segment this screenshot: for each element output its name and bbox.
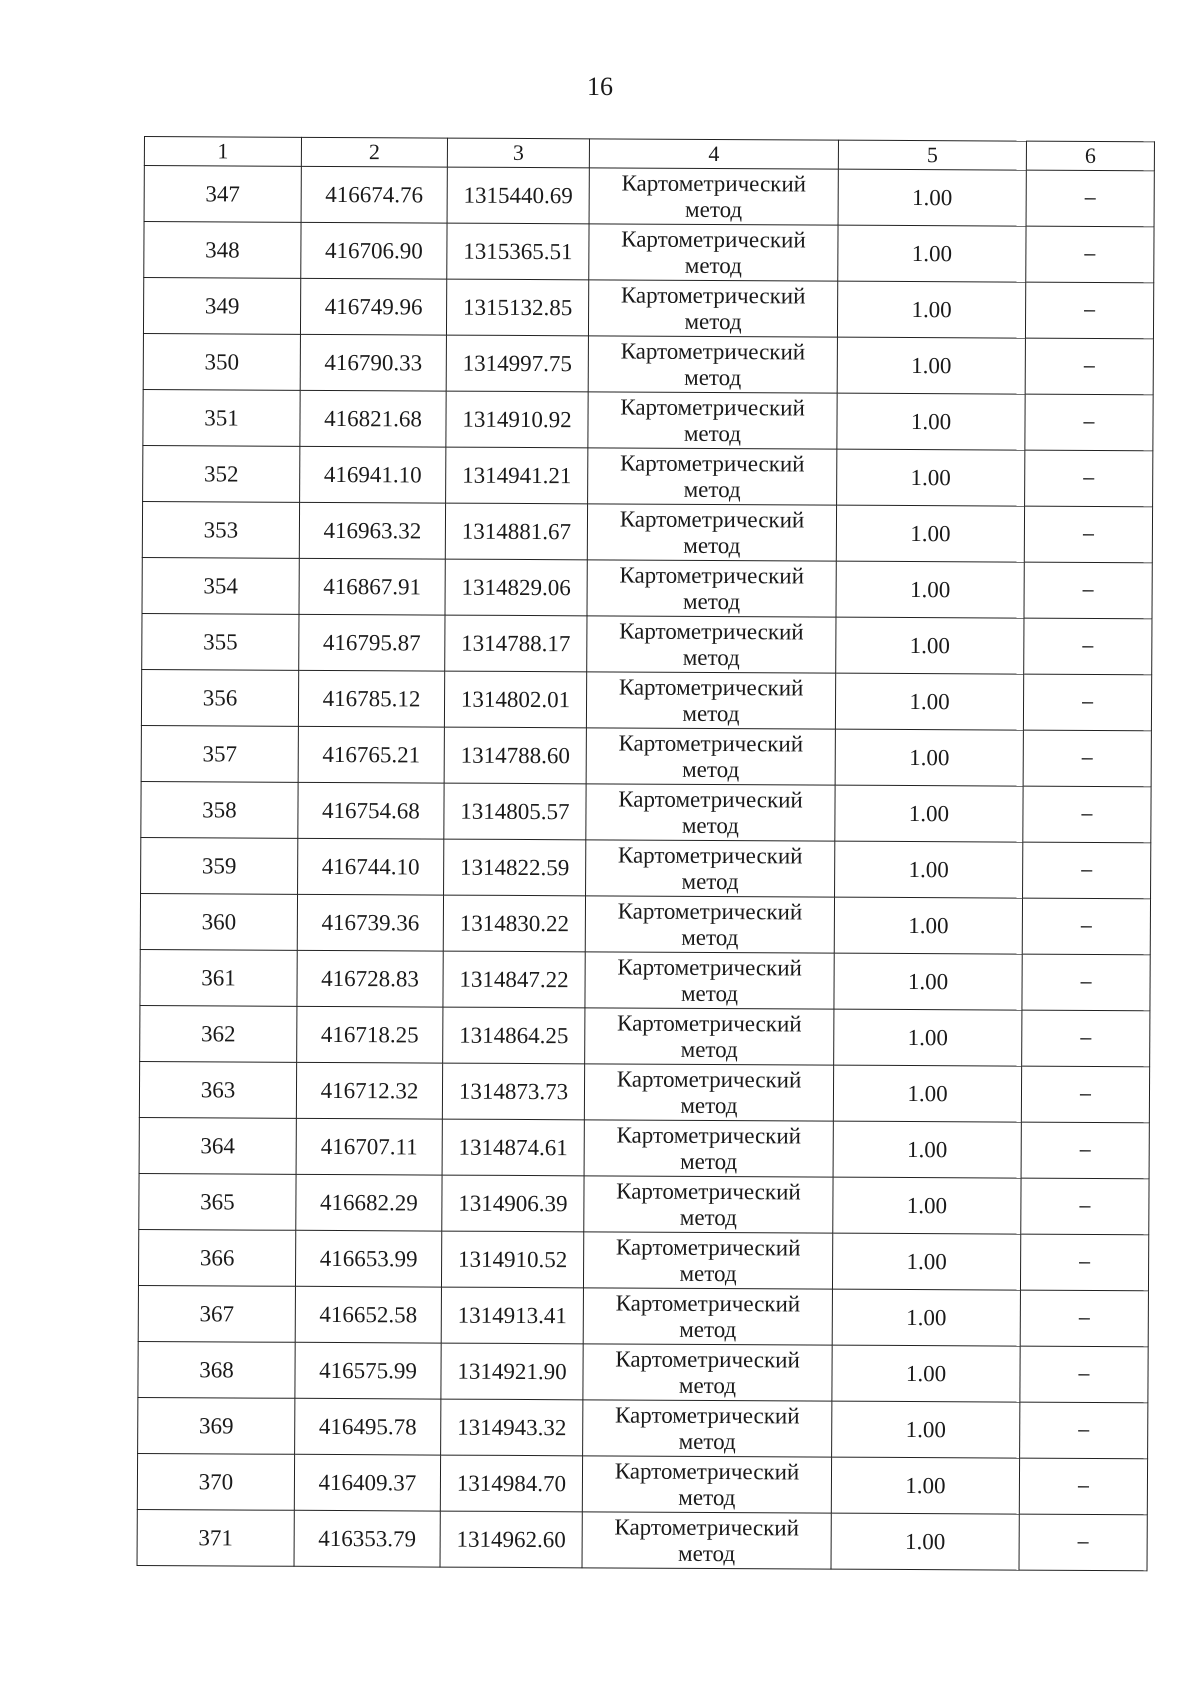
method-cell bbox=[584, 1120, 833, 1177]
x-coordinate-cell: 416682.29 bbox=[296, 1174, 442, 1231]
method-line-2: метод bbox=[681, 924, 739, 950]
note-cell: – bbox=[1025, 338, 1153, 395]
x-coordinate-cell: 416821.68 bbox=[300, 390, 446, 447]
point-number-cell: 367 bbox=[138, 1285, 295, 1342]
note-cell: – bbox=[1020, 1346, 1148, 1403]
method-line-2: метод bbox=[680, 1092, 738, 1118]
x-coordinate-cell: 416652.58 bbox=[295, 1286, 441, 1343]
table-row bbox=[139, 1173, 1149, 1234]
method-line-1: Картометрический bbox=[619, 617, 804, 644]
point-number-cell: 352 bbox=[143, 445, 300, 502]
x-coordinate-cell: 416765.21 bbox=[298, 726, 444, 783]
y-coordinate-cell: 1314829.06 bbox=[445, 559, 587, 616]
method-line-2: метод bbox=[679, 1204, 737, 1230]
y-coordinate-cell: 1314864.25 bbox=[443, 1007, 585, 1064]
method-line-2: метод bbox=[680, 1148, 738, 1174]
method-cell bbox=[584, 1064, 833, 1121]
accuracy-cell: 1.00 bbox=[834, 1009, 1022, 1066]
method-cell bbox=[588, 448, 837, 505]
table-row bbox=[141, 669, 1151, 730]
coordinates-table bbox=[137, 136, 1155, 1571]
table-row bbox=[140, 893, 1150, 954]
note-cell: – bbox=[1026, 170, 1154, 227]
accuracy-cell: 1.00 bbox=[836, 505, 1024, 562]
method-line-1: Картометрический bbox=[619, 449, 805, 476]
x-coordinate-cell: 416495.78 bbox=[295, 1398, 441, 1455]
note-cell: – bbox=[1021, 1178, 1149, 1235]
table-row bbox=[141, 781, 1151, 842]
table-row bbox=[142, 613, 1152, 674]
x-coordinate-cell: 416706.90 bbox=[301, 222, 447, 279]
method-line-2: метод bbox=[680, 980, 739, 1006]
table-row bbox=[138, 1285, 1148, 1346]
point-number-cell: 366 bbox=[138, 1229, 295, 1286]
point-number-cell: 357 bbox=[141, 725, 298, 782]
table-row bbox=[138, 1229, 1148, 1290]
method-cell bbox=[588, 280, 837, 337]
method-cell bbox=[585, 952, 834, 1009]
point-number-cell: 361 bbox=[140, 949, 297, 1006]
x-coordinate-cell: 416941.10 bbox=[300, 446, 446, 503]
table-row bbox=[143, 333, 1153, 394]
method-line-2: метод bbox=[683, 476, 741, 502]
method-cell bbox=[586, 672, 835, 729]
y-coordinate-cell: 1314943.32 bbox=[441, 1399, 583, 1456]
point-number-cell: 351 bbox=[143, 389, 300, 446]
note-cell: – bbox=[1023, 842, 1151, 899]
note-cell: – bbox=[1019, 1514, 1147, 1571]
method-line-1: Картометрический bbox=[618, 673, 804, 700]
method-line-1: Картометрический bbox=[617, 897, 803, 924]
note-cell: – bbox=[1021, 1122, 1149, 1179]
note-cell: – bbox=[1022, 1010, 1150, 1067]
table-body bbox=[137, 166, 1154, 1571]
table-row bbox=[143, 278, 1153, 339]
table-row bbox=[138, 1341, 1148, 1402]
y-coordinate-cell: 1314830.22 bbox=[443, 895, 585, 952]
method-line-1: Картометрический bbox=[619, 561, 805, 588]
method-line-2: метод bbox=[678, 1428, 736, 1454]
method-line-2: метод bbox=[684, 308, 742, 334]
method-line-1: Картометрический bbox=[614, 1513, 800, 1540]
accuracy-cell: 1.00 bbox=[832, 1233, 1020, 1290]
method-cell bbox=[583, 1288, 832, 1345]
accuracy-cell: 1.00 bbox=[835, 673, 1023, 730]
method-line-2: метод bbox=[682, 756, 740, 782]
method-line-1: Картометрический bbox=[620, 337, 806, 364]
y-coordinate-cell: 1314881.67 bbox=[445, 503, 587, 560]
table-row bbox=[142, 501, 1152, 562]
y-coordinate-cell: 1314941.21 bbox=[446, 447, 588, 504]
x-coordinate-cell: 416963.32 bbox=[299, 502, 445, 559]
x-coordinate-cell: 416785.12 bbox=[298, 670, 444, 727]
method-cell bbox=[583, 1344, 832, 1401]
table-row bbox=[138, 1397, 1148, 1458]
table-row bbox=[142, 557, 1152, 618]
method-line-2: метод bbox=[679, 1260, 737, 1286]
point-number-cell: 356 bbox=[141, 669, 298, 726]
point-number-cell: 354 bbox=[142, 557, 299, 614]
point-number-cell: 364 bbox=[139, 1117, 296, 1174]
accuracy-cell: 1.00 bbox=[835, 785, 1023, 842]
accuracy-cell: 1.00 bbox=[831, 1457, 1019, 1514]
note-cell: – bbox=[1021, 1066, 1149, 1123]
point-number-cell: 358 bbox=[141, 781, 298, 838]
y-coordinate-cell: 1314788.17 bbox=[445, 615, 587, 672]
note-cell: – bbox=[1026, 226, 1154, 283]
method-line-1: Картометрический bbox=[615, 1345, 800, 1372]
x-coordinate-cell: 416653.99 bbox=[295, 1230, 441, 1287]
note-cell: – bbox=[1025, 394, 1153, 451]
table-row bbox=[143, 445, 1153, 506]
accuracy-cell: 1.00 bbox=[836, 561, 1024, 618]
y-coordinate-cell: 1315132.85 bbox=[446, 279, 588, 336]
note-cell: – bbox=[1023, 730, 1151, 787]
method-line-2: метод bbox=[685, 196, 743, 222]
y-coordinate-cell: 1314802.01 bbox=[444, 671, 586, 728]
note-cell: – bbox=[1020, 1402, 1148, 1459]
accuracy-cell: 1.00 bbox=[837, 281, 1025, 338]
method-cell bbox=[583, 1400, 832, 1457]
method-cell bbox=[586, 840, 835, 897]
method-cell bbox=[587, 616, 836, 673]
table-row bbox=[140, 1005, 1150, 1066]
method-line-2: метод bbox=[682, 700, 740, 726]
y-coordinate-cell: 1314874.61 bbox=[442, 1119, 584, 1176]
method-line-2: метод bbox=[680, 1036, 738, 1062]
x-coordinate-cell: 416749.96 bbox=[300, 278, 446, 335]
point-number-cell: 359 bbox=[141, 837, 298, 894]
x-coordinate-cell: 416718.25 bbox=[297, 1006, 443, 1063]
method-line-1: Картометрический bbox=[615, 1289, 801, 1316]
point-number-cell: 365 bbox=[139, 1173, 296, 1230]
x-coordinate-cell: 416739.36 bbox=[297, 894, 443, 951]
method-line-2: метод bbox=[683, 420, 742, 446]
point-number-cell: 360 bbox=[140, 893, 297, 950]
table-row bbox=[139, 1117, 1149, 1178]
table-row bbox=[141, 725, 1151, 786]
y-coordinate-cell: 1314873.73 bbox=[442, 1063, 584, 1120]
accuracy-cell: 1.00 bbox=[836, 617, 1024, 674]
method-line-2: метод bbox=[678, 1484, 736, 1510]
method-line-2: метод bbox=[677, 1540, 736, 1566]
method-cell bbox=[588, 392, 837, 449]
y-coordinate-cell: 1315440.69 bbox=[447, 167, 589, 224]
x-coordinate-cell: 416795.87 bbox=[299, 614, 445, 671]
method-line-2: метод bbox=[682, 644, 740, 670]
y-coordinate-cell: 1314910.52 bbox=[441, 1231, 583, 1288]
table-row bbox=[143, 389, 1153, 450]
point-number-cell: 347 bbox=[144, 166, 301, 223]
column-header-5: 5 bbox=[838, 140, 1026, 170]
x-coordinate-cell: 416674.76 bbox=[301, 166, 447, 223]
point-number-cell: 350 bbox=[143, 333, 300, 390]
accuracy-cell: 1.00 bbox=[837, 337, 1025, 394]
point-number-cell: 362 bbox=[140, 1005, 297, 1062]
method-line-2: метод bbox=[684, 364, 742, 390]
method-line-1: Картометрический bbox=[616, 1121, 802, 1148]
accuracy-cell: 1.00 bbox=[837, 449, 1025, 506]
point-number-cell: 355 bbox=[142, 613, 299, 670]
point-number-cell: 353 bbox=[142, 501, 299, 558]
accuracy-cell: 1.00 bbox=[832, 1289, 1020, 1346]
accuracy-cell: 1.00 bbox=[832, 1345, 1020, 1402]
note-cell: – bbox=[1022, 954, 1150, 1011]
method-line-1: Картометрический bbox=[614, 1401, 800, 1428]
x-coordinate-cell: 416707.11 bbox=[296, 1118, 442, 1175]
y-coordinate-cell: 1314822.59 bbox=[444, 839, 586, 896]
method-line-1: Картометрический bbox=[620, 281, 806, 308]
y-coordinate-cell: 1314913.41 bbox=[441, 1287, 583, 1344]
accuracy-cell: 1.00 bbox=[834, 953, 1022, 1010]
y-coordinate-cell: 1315365.51 bbox=[447, 223, 589, 280]
y-coordinate-cell: 1314962.60 bbox=[440, 1511, 582, 1568]
method-cell bbox=[584, 1176, 833, 1233]
method-cell bbox=[587, 560, 836, 617]
accuracy-cell: 1.00 bbox=[834, 897, 1022, 954]
note-cell: – bbox=[1025, 282, 1153, 339]
method-cell bbox=[587, 504, 836, 561]
method-line-1: Картометрический bbox=[619, 505, 805, 532]
column-header-1: 1 bbox=[144, 137, 301, 167]
column-header-3: 3 bbox=[447, 138, 589, 168]
method-line-1: Картометрический bbox=[620, 393, 805, 420]
method-cell bbox=[582, 1456, 831, 1513]
point-number-cell: 363 bbox=[139, 1061, 296, 1118]
method-line-1: Картометрический bbox=[616, 1177, 801, 1204]
accuracy-cell: 1.00 bbox=[833, 1121, 1021, 1178]
accuracy-cell: 1.00 bbox=[835, 729, 1023, 786]
x-coordinate-cell: 416353.79 bbox=[294, 1510, 440, 1567]
table-row bbox=[144, 222, 1154, 283]
table-row bbox=[139, 1061, 1149, 1122]
method-line-1: Картометрический bbox=[618, 785, 803, 812]
x-coordinate-cell: 416575.99 bbox=[295, 1342, 441, 1399]
method-cell bbox=[588, 336, 837, 393]
y-coordinate-cell: 1314847.22 bbox=[443, 951, 585, 1008]
method-cell bbox=[586, 784, 835, 841]
point-number-cell: 368 bbox=[138, 1341, 295, 1398]
x-coordinate-cell: 416790.33 bbox=[300, 334, 446, 391]
method-cell bbox=[583, 1232, 832, 1289]
x-coordinate-cell: 416754.68 bbox=[298, 782, 444, 839]
note-cell: – bbox=[1024, 562, 1152, 619]
note-cell: – bbox=[1022, 898, 1150, 955]
method-line-1: Картометрический bbox=[614, 1457, 800, 1484]
method-line-2: метод bbox=[684, 252, 742, 278]
y-coordinate-cell: 1314984.70 bbox=[440, 1455, 582, 1512]
y-coordinate-cell: 1314805.57 bbox=[444, 783, 586, 840]
x-coordinate-cell: 416409.37 bbox=[294, 1454, 440, 1511]
x-coordinate-cell: 416712.32 bbox=[296, 1062, 442, 1119]
method-cell bbox=[585, 896, 834, 953]
method-line-1: Картометрический bbox=[617, 1009, 802, 1036]
method-line-1: Картометрический bbox=[618, 729, 804, 756]
point-number-cell: 369 bbox=[138, 1397, 295, 1454]
point-number-cell: 370 bbox=[137, 1453, 294, 1510]
method-line-2: метод bbox=[682, 588, 741, 614]
x-coordinate-cell: 416744.10 bbox=[298, 838, 444, 895]
method-line-1: Картометрический bbox=[621, 170, 807, 196]
accuracy-cell: 1.00 bbox=[833, 1177, 1021, 1234]
table-row bbox=[140, 949, 1150, 1010]
note-cell: – bbox=[1025, 450, 1153, 507]
method-line-1: Картометрический bbox=[617, 953, 802, 980]
note-cell: – bbox=[1024, 506, 1152, 563]
method-cell bbox=[582, 1512, 831, 1569]
note-cell: – bbox=[1020, 1234, 1148, 1291]
note-cell: – bbox=[1023, 674, 1151, 731]
method-cell bbox=[585, 1008, 834, 1065]
accuracy-cell: 1.00 bbox=[835, 841, 1023, 898]
point-number-cell: 371 bbox=[137, 1509, 294, 1566]
accuracy-cell: 1.00 bbox=[833, 1065, 1021, 1122]
method-line-1: Картометрический bbox=[616, 1065, 802, 1092]
method-cell bbox=[589, 224, 838, 281]
point-number-cell: 349 bbox=[143, 278, 300, 335]
note-cell: – bbox=[1023, 786, 1151, 843]
y-coordinate-cell: 1314788.60 bbox=[444, 727, 586, 784]
accuracy-cell: 1.00 bbox=[838, 169, 1026, 226]
y-coordinate-cell: 1314910.92 bbox=[446, 391, 588, 448]
method-line-2: метод bbox=[678, 1372, 737, 1398]
column-header-6: 6 bbox=[1026, 141, 1154, 171]
note-cell: – bbox=[1024, 618, 1152, 675]
accuracy-cell: 1.00 bbox=[832, 1401, 1020, 1458]
method-cell bbox=[589, 168, 838, 225]
method-line-1: Картометрический bbox=[615, 1233, 801, 1260]
accuracy-cell: 1.00 bbox=[838, 225, 1026, 282]
accuracy-cell: 1.00 bbox=[831, 1513, 1019, 1570]
accuracy-cell: 1.00 bbox=[837, 393, 1025, 450]
method-line-1: Картометрический bbox=[617, 841, 803, 868]
method-line-2: метод bbox=[679, 1316, 737, 1342]
table-row bbox=[141, 837, 1151, 898]
page-number: 16 bbox=[587, 72, 613, 101]
method-line-2: метод bbox=[683, 532, 741, 558]
x-coordinate-cell: 416867.91 bbox=[299, 558, 445, 615]
table-row bbox=[144, 166, 1154, 227]
method-cell bbox=[586, 728, 835, 785]
method-line-2: метод bbox=[681, 868, 739, 894]
point-number-cell: 348 bbox=[144, 222, 301, 279]
column-header-2: 2 bbox=[301, 137, 447, 167]
method-line-1: Картометрический bbox=[621, 226, 806, 252]
y-coordinate-cell: 1314921.90 bbox=[441, 1343, 583, 1400]
y-coordinate-cell: 1314997.75 bbox=[446, 335, 588, 392]
method-line-2: метод bbox=[681, 812, 739, 838]
table-row bbox=[137, 1509, 1147, 1570]
y-coordinate-cell: 1314906.39 bbox=[442, 1175, 584, 1232]
x-coordinate-cell: 416728.83 bbox=[297, 950, 443, 1007]
column-header-4: 4 bbox=[589, 139, 838, 169]
note-cell: – bbox=[1019, 1458, 1147, 1515]
coordinates-table-container bbox=[137, 136, 1154, 1571]
table-row bbox=[137, 1453, 1147, 1514]
note-cell: – bbox=[1020, 1290, 1148, 1347]
